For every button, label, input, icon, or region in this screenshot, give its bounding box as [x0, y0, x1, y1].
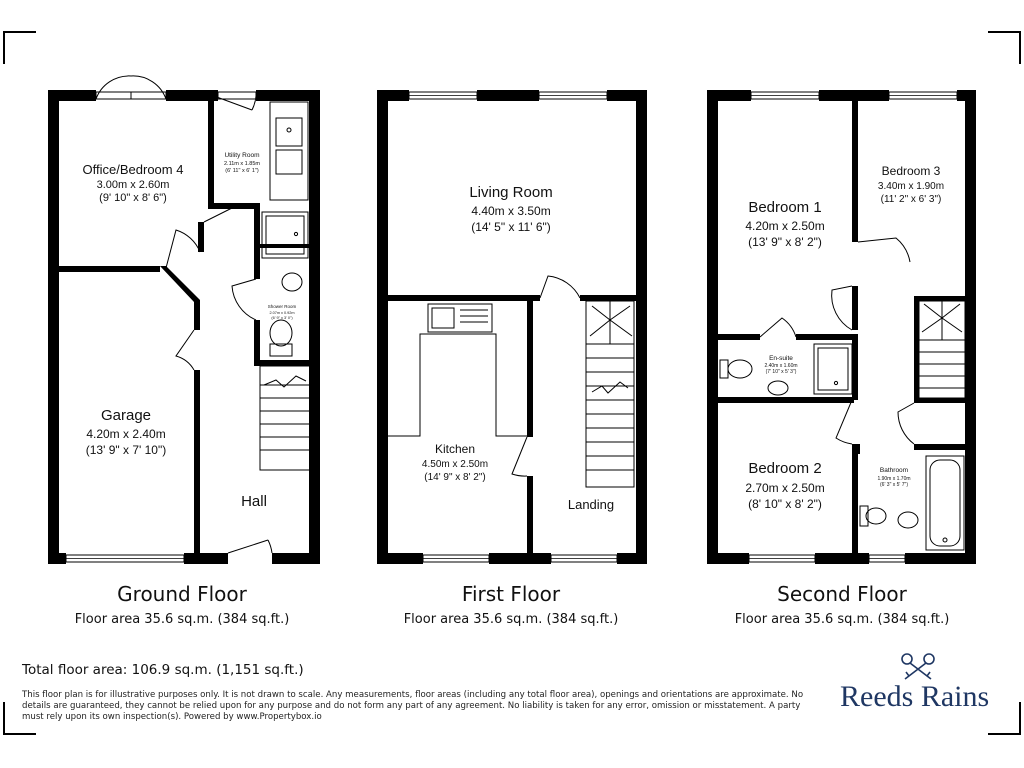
room-name: Landing — [567, 497, 615, 512]
floor-title: Ground Floor — [117, 582, 247, 606]
room-name: Kitchen — [434, 442, 476, 456]
room-dimensions-metric: 2.40m x 1.60m — [764, 363, 798, 369]
room-dimensions-metric: 4.20m x 2.50m — [745, 219, 825, 233]
first-floor-plan — [377, 90, 647, 564]
room-name: Garage — [100, 407, 152, 424]
floor-area: Floor area 35.6 sq.m. (384 sq.ft.) — [403, 612, 619, 627]
room-dimensions-metric: 1.90m x 1.70m — [877, 476, 911, 482]
room-dimensions-imperial: (13' 9" x 8' 2") — [748, 235, 822, 249]
crossed-keys-icon — [898, 651, 938, 681]
room-dimensions-imperial: (6' 11" x 6' 1") — [225, 168, 259, 174]
room-dimensions-metric: 4.20m x 2.40m — [86, 427, 166, 441]
room-dimensions-metric: 3.00m x 2.60m — [96, 179, 170, 191]
total-floor-area: Total floor area: 106.9 sq.m. (1,151 sq.ft.) — [22, 662, 304, 678]
room-dimensions-metric: 2.11m x 1.85m — [224, 161, 260, 167]
room-name: En-suite — [769, 355, 793, 362]
room-dimensions-imperial: (11' 2" x 6' 3") — [880, 194, 942, 205]
room-name: Office/Bedroom 4 — [82, 162, 184, 177]
room-name: Utility Room — [224, 152, 260, 159]
room-dimensions-imperial: (7' 10" x 5' 3") — [765, 369, 797, 375]
disclaimer-text: This floor plan is for illustrative purposes only. It is not drawn to scale. Any measurements, floor areas (including any total floor area), openings and orientations are approximate. No details are guaranteed, they cannot be relied upon for any purpose and do not form any part of any agreement. No liability is taken for any error, omission or misstatement. A party must rely upon its own inspection(s). Powered by www.Propertybox.io — [22, 690, 804, 722]
brand-name: Reeds Rains — [840, 680, 990, 713]
room-dimensions-metric: 4.40m x 3.50m — [471, 204, 551, 218]
room-dimensions-imperial: (9' 10" x 8' 6") — [99, 192, 167, 204]
room-dimensions-imperial: (14' 5" x 11' 6") — [471, 220, 551, 234]
room-dimensions-imperial: (6' 9" x 3' 0") — [271, 316, 293, 320]
room-dimensions-imperial: (8' 10" x 8' 2") — [748, 497, 822, 511]
room-dimensions-imperial: (14' 9" x 8' 2") — [424, 472, 486, 483]
room-name: Bedroom 1 — [748, 199, 822, 216]
room-dimensions-metric: 4.50m x 2.50m — [421, 459, 489, 470]
floor-area: Floor area 35.6 sq.m. (384 sq.ft.) — [734, 612, 950, 627]
room-dimensions-metric: 2.70m x 2.50m — [745, 481, 825, 495]
floor-title: First Floor — [461, 582, 561, 606]
room-name: Hall — [241, 493, 267, 510]
room-dimensions-imperial: (6' 3" x 5' 7") — [880, 482, 908, 488]
room-name: Bedroom 3 — [881, 164, 941, 178]
room-name: Bathroom — [879, 467, 909, 474]
room-dimensions-metric: 3.40m x 1.90m — [877, 181, 945, 192]
room-dimensions-metric: 2.07m x 0.92m — [269, 311, 295, 315]
floor-title: Second Floor — [777, 582, 907, 606]
room-name: Bedroom 2 — [748, 460, 822, 477]
crop-marks — [4, 32, 1020, 734]
room-dimensions-imperial: (13' 9" x 7' 10") — [85, 443, 167, 457]
room-name: Shower Room — [267, 304, 297, 309]
floor-captions — [75, 582, 950, 627]
floor-area: Floor area 35.6 sq.m. (384 sq.ft.) — [74, 612, 290, 627]
room-name: Living Room — [469, 184, 553, 201]
